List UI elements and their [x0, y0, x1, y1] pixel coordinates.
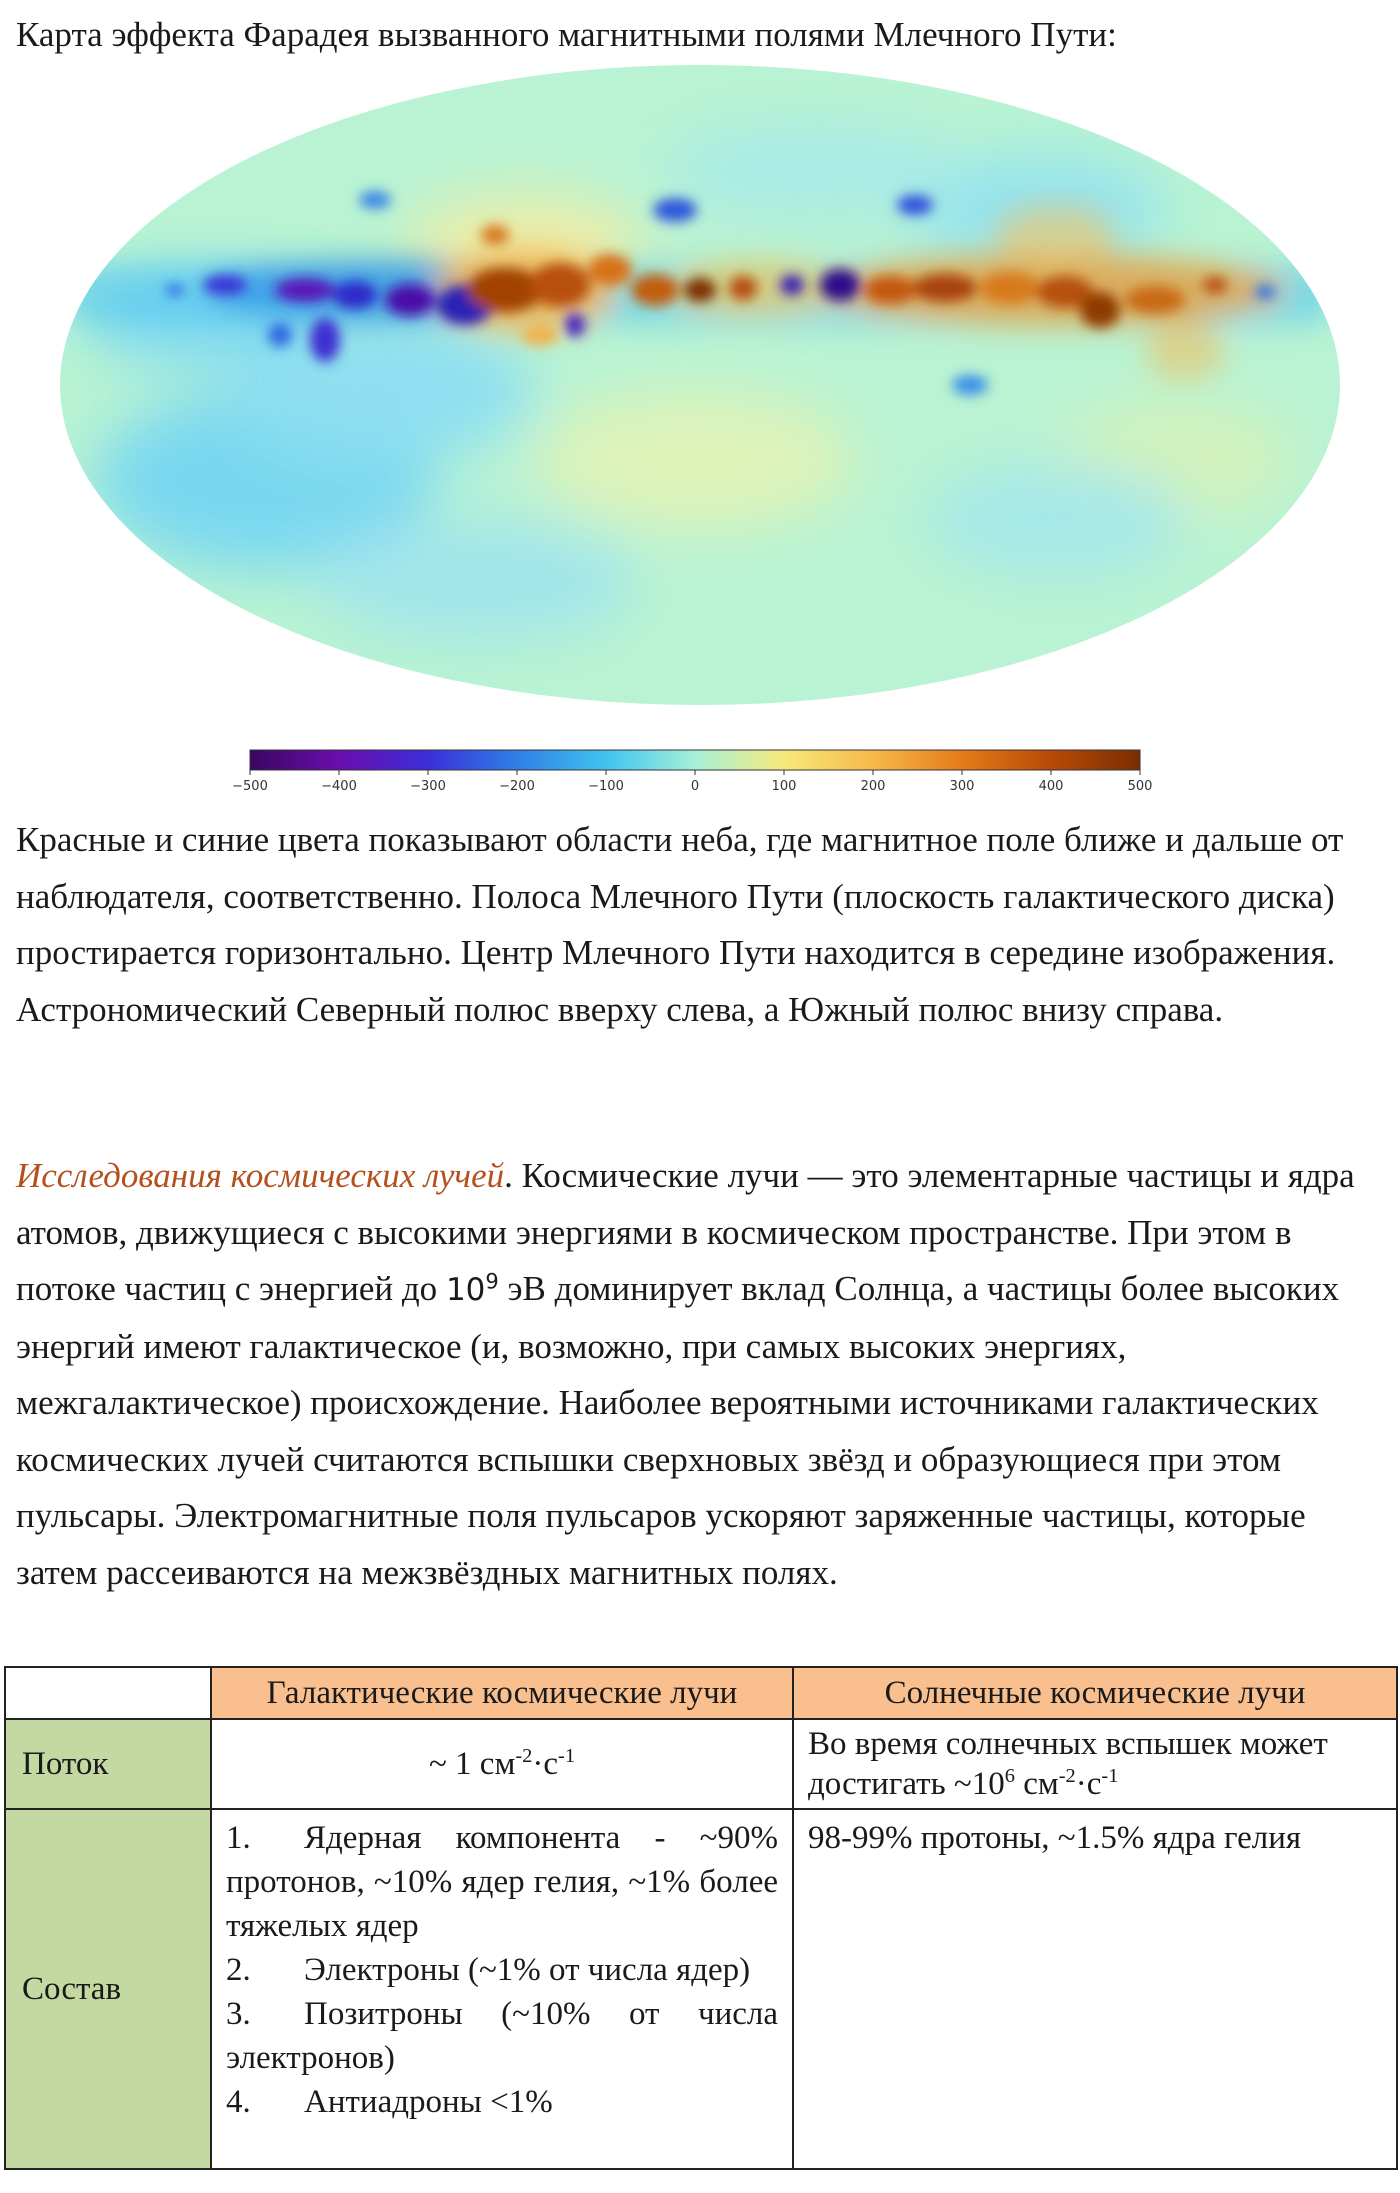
row-label-flux: Поток: [5, 1719, 211, 1809]
composition-solar: 98-99% протоны, ~1.5% ядра гелия: [793, 1809, 1397, 2169]
table-row-flux: [5, 1719, 1397, 1809]
empty-header-cell: [5, 1667, 211, 1719]
composition-galactic: [211, 1809, 793, 2169]
row-label-composition: Состав: [5, 1809, 211, 2169]
colorbar-tick-label: −500: [232, 779, 268, 794]
flux-galactic: ~ 1 $см^{-2}\cdot с^{-1}$: [211, 1719, 793, 1809]
paragraph-description: Красные и синие цвета показывают области неба, где магнитное поле ближе и дальше от наблюдателя, соответственно. Полоса Млечного Пути (плоскость галактического диска) простирается горизонтально. Центр Млечного Пути находится в середине изображения. Астрономический Северный полюс вверху слева, а Южный полюс внизу справа.: [16, 820, 1344, 1029]
energy-value: $10^9$: [445, 1269, 499, 1308]
paragraph-text-a: . Космические лучи — это элементарные частицы и ядра атомов, движущиеся с высокими энергиями в космическом пространстве. При этом в потоке частиц с энергией до: [16, 1156, 1355, 1308]
colorbar-tick-label: 400: [1038, 779, 1064, 794]
faraday-sky-map: [55, 60, 1345, 710]
list-item: 3. Позитроны (~10% от числа электронов): [226, 1996, 778, 2076]
table-header-row: [5, 1667, 1397, 1719]
colorbar-tick-label: −300: [410, 779, 446, 794]
colorbar-tick-label: 100: [771, 779, 797, 794]
section-heading: Исследования космических лучей: [16, 1156, 505, 1195]
colorbar-tick-label: 0: [690, 779, 700, 794]
list-item: 1. Ядерная компонента - ~90% протонов, ~10% ядер гелия, ~1% более тяжелых ядер: [226, 1820, 778, 1944]
flux-solar: Во время солнечных вспышек может достигать $\sim 10^6$ $см^{-2}\cdot с^{-1}$: [793, 1719, 1397, 1809]
paragraph-text-b: эВ доминирует вклад Солнца, а частицы более высоких энергий имеют галактическое (и, возможно, при самых высоких энергиях, межгалактическое) происхождение. Наиболее вероятными источниками галактических космических лучей считаются вспышки сверхновых звёзд и образующиеся при этом пульсары. Электромагнитные поля пульсаров ускоряют заряженные частицы, которые затем рассеиваются на межзвёздных магнитных полях.: [16, 1269, 1340, 1592]
colorbar-tick-label: −100: [588, 779, 624, 794]
colorbar-tick-label: −400: [321, 779, 357, 794]
colorbar-gradient: [250, 750, 1140, 770]
colorbar-tick-label: −200: [499, 779, 535, 794]
header-solar: Солнечные космические лучи: [793, 1667, 1397, 1719]
colorbar-tick-label: 200: [860, 779, 886, 794]
list-item: 4. Антиадроны <1%: [226, 2084, 553, 2120]
cosmic-rays-table: [4, 1666, 1398, 2170]
paragraph-cosmic-rays: [16, 1148, 1386, 1601]
table-row-composition: [5, 1809, 1397, 2169]
figure-caption: Карта эффекта Фарадея вызванного магнитными полями Млечного Пути:: [16, 15, 1117, 54]
list-item: 2. Электроны (~1% от числа ядер): [226, 1952, 751, 1988]
colorbar-tick-label: 500: [1127, 779, 1153, 794]
colorbar-tick-label: 300: [949, 779, 975, 794]
header-galactic: Галактические космические лучи: [211, 1667, 793, 1719]
colorbar: [230, 748, 1160, 798]
